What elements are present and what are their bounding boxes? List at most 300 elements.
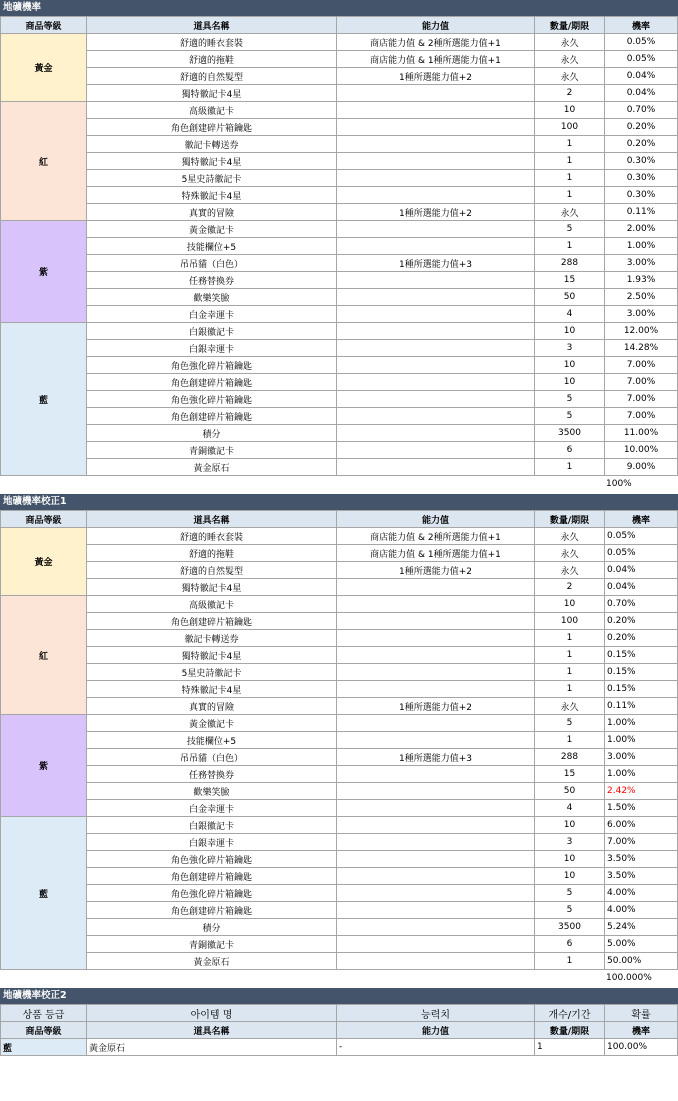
probability: 0.05%	[605, 51, 678, 68]
table-row	[1, 357, 678, 374]
probability-table	[0, 510, 678, 970]
ability-value	[337, 579, 535, 596]
section-3	[0, 988, 678, 1056]
table-row	[1, 528, 678, 545]
header-item-ko: 아이템 명	[87, 1005, 337, 1022]
quantity: 15	[535, 272, 605, 289]
item-name: 角色強化碎片箱鑰匙	[87, 357, 337, 374]
item-name: 特殊徽記卡4星	[87, 187, 337, 204]
item-name: 舒適的自然髮型	[87, 68, 337, 85]
item-name: 黃金徽記卡	[87, 221, 337, 238]
item-name: 角色創建碎片箱鑰匙	[87, 902, 337, 919]
table-row	[1, 936, 678, 953]
item-name: 白金幸運卡	[87, 306, 337, 323]
table-row	[1, 783, 678, 800]
ability-value	[337, 391, 535, 408]
item-name: 歡樂笑臉	[87, 783, 337, 800]
header-rate: 機率	[605, 1022, 678, 1039]
ability-value	[337, 715, 535, 732]
quantity: 永久	[535, 204, 605, 221]
item-name: 角色創建碎片箱鑰匙	[87, 374, 337, 391]
probability: 0.05%	[605, 545, 678, 562]
probability: 0.30%	[605, 153, 678, 170]
table-row	[1, 851, 678, 868]
probability: 0.04%	[605, 579, 678, 596]
item-name: 積分	[87, 425, 337, 442]
item-name: 黃金原石	[87, 1039, 337, 1056]
table-row	[1, 272, 678, 289]
ability-value	[337, 374, 535, 391]
ability-value	[337, 238, 535, 255]
ability-value	[337, 408, 535, 425]
ability-value	[337, 732, 535, 749]
item-name: 角色創建碎片箱鑰匙	[87, 119, 337, 136]
quantity: 1	[535, 170, 605, 187]
probability: 0.05%	[605, 528, 678, 545]
grade-cell: 紅	[1, 102, 87, 221]
quantity: 3500	[535, 425, 605, 442]
quantity: 100	[535, 119, 605, 136]
probability: 100.00%	[605, 1039, 678, 1056]
quantity: 5	[535, 902, 605, 919]
item-name: 徽記卡轉送券	[87, 630, 337, 647]
item-name: 白銀幸運卡	[87, 834, 337, 851]
header-item: 道具名稱	[87, 1022, 337, 1039]
item-name: 真實的冒險	[87, 698, 337, 715]
probability: 0.15%	[605, 647, 678, 664]
table-row	[1, 834, 678, 851]
item-name: 高級徽記卡	[87, 102, 337, 119]
table-row	[1, 85, 678, 102]
table-row	[1, 391, 678, 408]
ability-value	[337, 306, 535, 323]
probability: 0.20%	[605, 136, 678, 153]
probability: 0.04%	[605, 562, 678, 579]
table-row	[1, 1039, 678, 1056]
item-name: 吊吊貓（白色）	[87, 749, 337, 766]
quantity: 288	[535, 255, 605, 272]
table-row	[1, 817, 678, 834]
quantity: 1	[535, 459, 605, 476]
item-name: 青銅徽記卡	[87, 936, 337, 953]
table-row	[1, 119, 678, 136]
probability: 0.20%	[605, 119, 678, 136]
item-name: 徽記卡轉送券	[87, 136, 337, 153]
ability-value	[337, 289, 535, 306]
header-ability-ko: 능력치	[337, 1005, 535, 1022]
grade-cell: 黃金	[1, 528, 87, 596]
quantity: 50	[535, 783, 605, 800]
table-row	[1, 630, 678, 647]
section-title: 地礦機率校正1	[0, 494, 678, 510]
probability: 1.50%	[605, 800, 678, 817]
item-name: 角色創建碎片箱鑰匙	[87, 868, 337, 885]
quantity: 2	[535, 85, 605, 102]
ability-value	[337, 459, 535, 476]
quantity: 1	[535, 630, 605, 647]
ability-value	[337, 323, 535, 340]
item-name: 吊吊貓（白色）	[87, 255, 337, 272]
header-item: 道具名稱	[87, 511, 337, 528]
item-name: 任務替換券	[87, 272, 337, 289]
quantity: 10	[535, 102, 605, 119]
item-name: 高級徽記卡	[87, 596, 337, 613]
probability: 7.00%	[605, 357, 678, 374]
ability-value	[337, 425, 535, 442]
quantity: 288	[535, 749, 605, 766]
table-row	[1, 459, 678, 476]
ability-value	[337, 766, 535, 783]
probability: 3.00%	[605, 306, 678, 323]
item-name: 5星史詩徽記卡	[87, 170, 337, 187]
table-row	[1, 187, 678, 204]
ability-value: 1種所選能力值+2	[337, 698, 535, 715]
table-row	[1, 613, 678, 630]
probability: 0.05%	[605, 34, 678, 51]
table-row	[1, 562, 678, 579]
quantity: 5	[535, 221, 605, 238]
item-name: 獨特徽記卡4星	[87, 579, 337, 596]
ability-value	[337, 851, 535, 868]
quantity: 3	[535, 340, 605, 357]
quantity: 2	[535, 579, 605, 596]
ability-value	[337, 868, 535, 885]
header-rate-ko: 확률	[605, 1005, 678, 1022]
quantity: 4	[535, 800, 605, 817]
ability-value	[337, 136, 535, 153]
table-row	[1, 885, 678, 902]
table-row	[1, 919, 678, 936]
ability-value: -	[337, 1039, 535, 1056]
table-row	[1, 221, 678, 238]
item-name: 歡樂笑臉	[87, 289, 337, 306]
table-row	[1, 766, 678, 783]
header-rate: 機率	[605, 511, 678, 528]
ability-value	[337, 596, 535, 613]
probability: 4.00%	[605, 902, 678, 919]
header-qty-ko: 개수/기간	[535, 1005, 605, 1022]
quantity: 1	[535, 1039, 605, 1056]
ability-value	[337, 834, 535, 851]
item-name: 特殊徽記卡4星	[87, 681, 337, 698]
table-row	[1, 153, 678, 170]
table-row	[1, 51, 678, 68]
section-2	[0, 494, 678, 988]
ability-value: 商店能力值 & 1種所選能力值+1	[337, 545, 535, 562]
header-grade-ko: 상품 등급	[1, 1005, 87, 1022]
table-row	[1, 800, 678, 817]
quantity: 10	[535, 357, 605, 374]
item-name: 獨特徽記卡4星	[87, 647, 337, 664]
item-name: 技能欄位+5	[87, 732, 337, 749]
header-grade: 商品等級	[1, 17, 87, 34]
item-name: 舒適的拖鞋	[87, 51, 337, 68]
header-row	[1, 1022, 678, 1039]
header-grade: 商品等級	[1, 511, 87, 528]
quantity: 1	[535, 187, 605, 204]
item-name: 舒適的拖鞋	[87, 545, 337, 562]
item-name: 白銀徽記卡	[87, 323, 337, 340]
grade-cell: 紅	[1, 596, 87, 715]
item-name: 青銅徽記卡	[87, 442, 337, 459]
item-name: 白金幸運卡	[87, 800, 337, 817]
item-name: 角色創建碎片箱鑰匙	[87, 408, 337, 425]
table-row	[1, 868, 678, 885]
probability: 3.00%	[605, 749, 678, 766]
table-row	[1, 34, 678, 51]
ability-value	[337, 613, 535, 630]
ability-value	[337, 442, 535, 459]
header-grade: 商品等級	[1, 1022, 87, 1039]
probability: 7.00%	[605, 374, 678, 391]
quantity: 100	[535, 613, 605, 630]
probability: 0.04%	[605, 68, 678, 85]
header-row	[1, 17, 678, 34]
table-row	[1, 340, 678, 357]
item-name: 黃金原石	[87, 459, 337, 476]
probability: 0.70%	[605, 102, 678, 119]
probability: 0.30%	[605, 170, 678, 187]
table-row	[1, 902, 678, 919]
header-ability: 能力值	[337, 511, 535, 528]
ability-value	[337, 664, 535, 681]
header-qty: 數量/期限	[535, 511, 605, 528]
table-row	[1, 715, 678, 732]
ability-value	[337, 800, 535, 817]
ability-value	[337, 153, 535, 170]
quantity: 10	[535, 851, 605, 868]
probability: 1.93%	[605, 272, 678, 289]
table-row	[1, 647, 678, 664]
probability: 0.30%	[605, 187, 678, 204]
probability: 2.42%	[605, 783, 678, 800]
ability-value	[337, 340, 535, 357]
probability: 2.00%	[605, 221, 678, 238]
grade-cell: 紫	[1, 221, 87, 323]
quantity: 1	[535, 664, 605, 681]
probability: 10.00%	[605, 442, 678, 459]
item-name: 角色強化碎片箱鑰匙	[87, 851, 337, 868]
probability: 0.11%	[605, 698, 678, 715]
table-row	[1, 681, 678, 698]
ability-value: 商店能力值 & 2種所選能力值+1	[337, 34, 535, 51]
ability-value	[337, 885, 535, 902]
quantity: 永久	[535, 562, 605, 579]
table-row	[1, 442, 678, 459]
quantity: 1	[535, 238, 605, 255]
ability-value	[337, 187, 535, 204]
quantity: 5	[535, 391, 605, 408]
header-item: 道具名稱	[87, 17, 337, 34]
ability-value	[337, 783, 535, 800]
quantity: 10	[535, 817, 605, 834]
quantity: 1	[535, 153, 605, 170]
table-row	[1, 579, 678, 596]
item-name: 舒適的睡衣套裝	[87, 528, 337, 545]
ability-value	[337, 902, 535, 919]
table-row	[1, 374, 678, 391]
quantity: 50	[535, 289, 605, 306]
ability-value	[337, 647, 535, 664]
header-ability: 能力值	[337, 1022, 535, 1039]
probability: 0.11%	[605, 204, 678, 221]
probability: 3.50%	[605, 851, 678, 868]
ability-value	[337, 919, 535, 936]
probability: 0.70%	[605, 596, 678, 613]
probability: 0.20%	[605, 630, 678, 647]
quantity: 永久	[535, 51, 605, 68]
probability: 3.00%	[605, 255, 678, 272]
total-probability: 100.000%	[606, 973, 652, 983]
item-name: 角色強化碎片箱鑰匙	[87, 885, 337, 902]
item-name: 黃金徽記卡	[87, 715, 337, 732]
ability-value	[337, 357, 535, 374]
quantity: 1	[535, 681, 605, 698]
ability-value	[337, 170, 535, 187]
quantity: 永久	[535, 698, 605, 715]
probability: 4.00%	[605, 885, 678, 902]
probability-table	[0, 16, 678, 476]
grade-cell: 紫	[1, 715, 87, 817]
table-row	[1, 732, 678, 749]
total-probability: 100%	[606, 479, 632, 489]
ability-value	[337, 936, 535, 953]
table-row	[1, 323, 678, 340]
ability-value	[337, 681, 535, 698]
ability-value: 1種所選能力值+3	[337, 255, 535, 272]
probability: 1.00%	[605, 715, 678, 732]
header-qty: 數量/期限	[535, 1022, 605, 1039]
probability: 0.15%	[605, 664, 678, 681]
korean-header-row	[1, 1005, 678, 1022]
probability: 0.20%	[605, 613, 678, 630]
quantity: 10	[535, 323, 605, 340]
table-row	[1, 306, 678, 323]
ability-value	[337, 953, 535, 970]
probability: 50.00%	[605, 953, 678, 970]
header-rate: 機率	[605, 17, 678, 34]
quantity: 6	[535, 936, 605, 953]
item-name: 白銀徽記卡	[87, 817, 337, 834]
item-name: 任務替換券	[87, 766, 337, 783]
table-row	[1, 204, 678, 221]
item-name: 角色創建碎片箱鑰匙	[87, 613, 337, 630]
item-name: 技能欄位+5	[87, 238, 337, 255]
probability: 6.00%	[605, 817, 678, 834]
header-qty: 數量/期限	[535, 17, 605, 34]
quantity: 5	[535, 715, 605, 732]
quantity: 1	[535, 953, 605, 970]
table-row	[1, 238, 678, 255]
probability: 14.28%	[605, 340, 678, 357]
quantity: 10	[535, 596, 605, 613]
quantity: 永久	[535, 68, 605, 85]
header-ability: 能力值	[337, 17, 535, 34]
quantity: 4	[535, 306, 605, 323]
item-name: 舒適的自然髮型	[87, 562, 337, 579]
item-name: 獨特徽記卡4星	[87, 85, 337, 102]
table-row	[1, 953, 678, 970]
ability-value	[337, 272, 535, 289]
table-row	[1, 545, 678, 562]
item-name: 黃金原石	[87, 953, 337, 970]
table-row	[1, 136, 678, 153]
header-row	[1, 511, 678, 528]
probability-table	[0, 1004, 678, 1056]
item-name: 白銀幸運卡	[87, 340, 337, 357]
table-row	[1, 170, 678, 187]
item-name: 真實的冒險	[87, 204, 337, 221]
item-name: 積分	[87, 919, 337, 936]
table-row	[1, 698, 678, 715]
ability-value: 商店能力值 & 2種所選能力值+1	[337, 528, 535, 545]
quantity: 15	[535, 766, 605, 783]
table-row	[1, 596, 678, 613]
ability-value: 1種所選能力值+2	[337, 562, 535, 579]
probability: 7.00%	[605, 834, 678, 851]
quantity: 5	[535, 885, 605, 902]
ability-value: 1種所選能力值+2	[337, 204, 535, 221]
probability: 12.00%	[605, 323, 678, 340]
grade-cell: 藍	[1, 323, 87, 476]
ability-value: 1種所選能力值+2	[337, 68, 535, 85]
probability: 1.00%	[605, 732, 678, 749]
table-row	[1, 749, 678, 766]
ability-value: 1種所選能力值+3	[337, 749, 535, 766]
quantity: 3	[535, 834, 605, 851]
table-row	[1, 255, 678, 272]
ability-value	[337, 119, 535, 136]
probability: 7.00%	[605, 391, 678, 408]
ability-value	[337, 85, 535, 102]
item-name: 角色強化碎片箱鑰匙	[87, 391, 337, 408]
probability: 1.00%	[605, 238, 678, 255]
probability: 9.00%	[605, 459, 678, 476]
grade-cell: 藍	[1, 1039, 87, 1056]
probability: 3.50%	[605, 868, 678, 885]
quantity: 1	[535, 732, 605, 749]
quantity: 3500	[535, 919, 605, 936]
table-row	[1, 102, 678, 119]
quantity: 永久	[535, 545, 605, 562]
quantity: 永久	[535, 528, 605, 545]
quantity: 6	[535, 442, 605, 459]
quantity: 1	[535, 136, 605, 153]
grade-cell: 黃金	[1, 34, 87, 102]
ability-value	[337, 630, 535, 647]
probability: 1.00%	[605, 766, 678, 783]
probability: 5.24%	[605, 919, 678, 936]
probability: 2.50%	[605, 289, 678, 306]
probability: 11.00%	[605, 425, 678, 442]
grade-cell: 藍	[1, 817, 87, 970]
table-row	[1, 408, 678, 425]
ability-value: 商店能力值 & 1種所選能力值+1	[337, 51, 535, 68]
probability: 0.04%	[605, 85, 678, 102]
item-name: 獨特徽記卡4星	[87, 153, 337, 170]
probability: 5.00%	[605, 936, 678, 953]
quantity: 永久	[535, 34, 605, 51]
quantity: 1	[535, 647, 605, 664]
ability-value	[337, 102, 535, 119]
quantity: 5	[535, 408, 605, 425]
table-row	[1, 68, 678, 85]
section-title: 地礦機率校正2	[0, 988, 678, 1004]
probability: 7.00%	[605, 408, 678, 425]
table-row	[1, 289, 678, 306]
table-row	[1, 425, 678, 442]
quantity: 10	[535, 374, 605, 391]
